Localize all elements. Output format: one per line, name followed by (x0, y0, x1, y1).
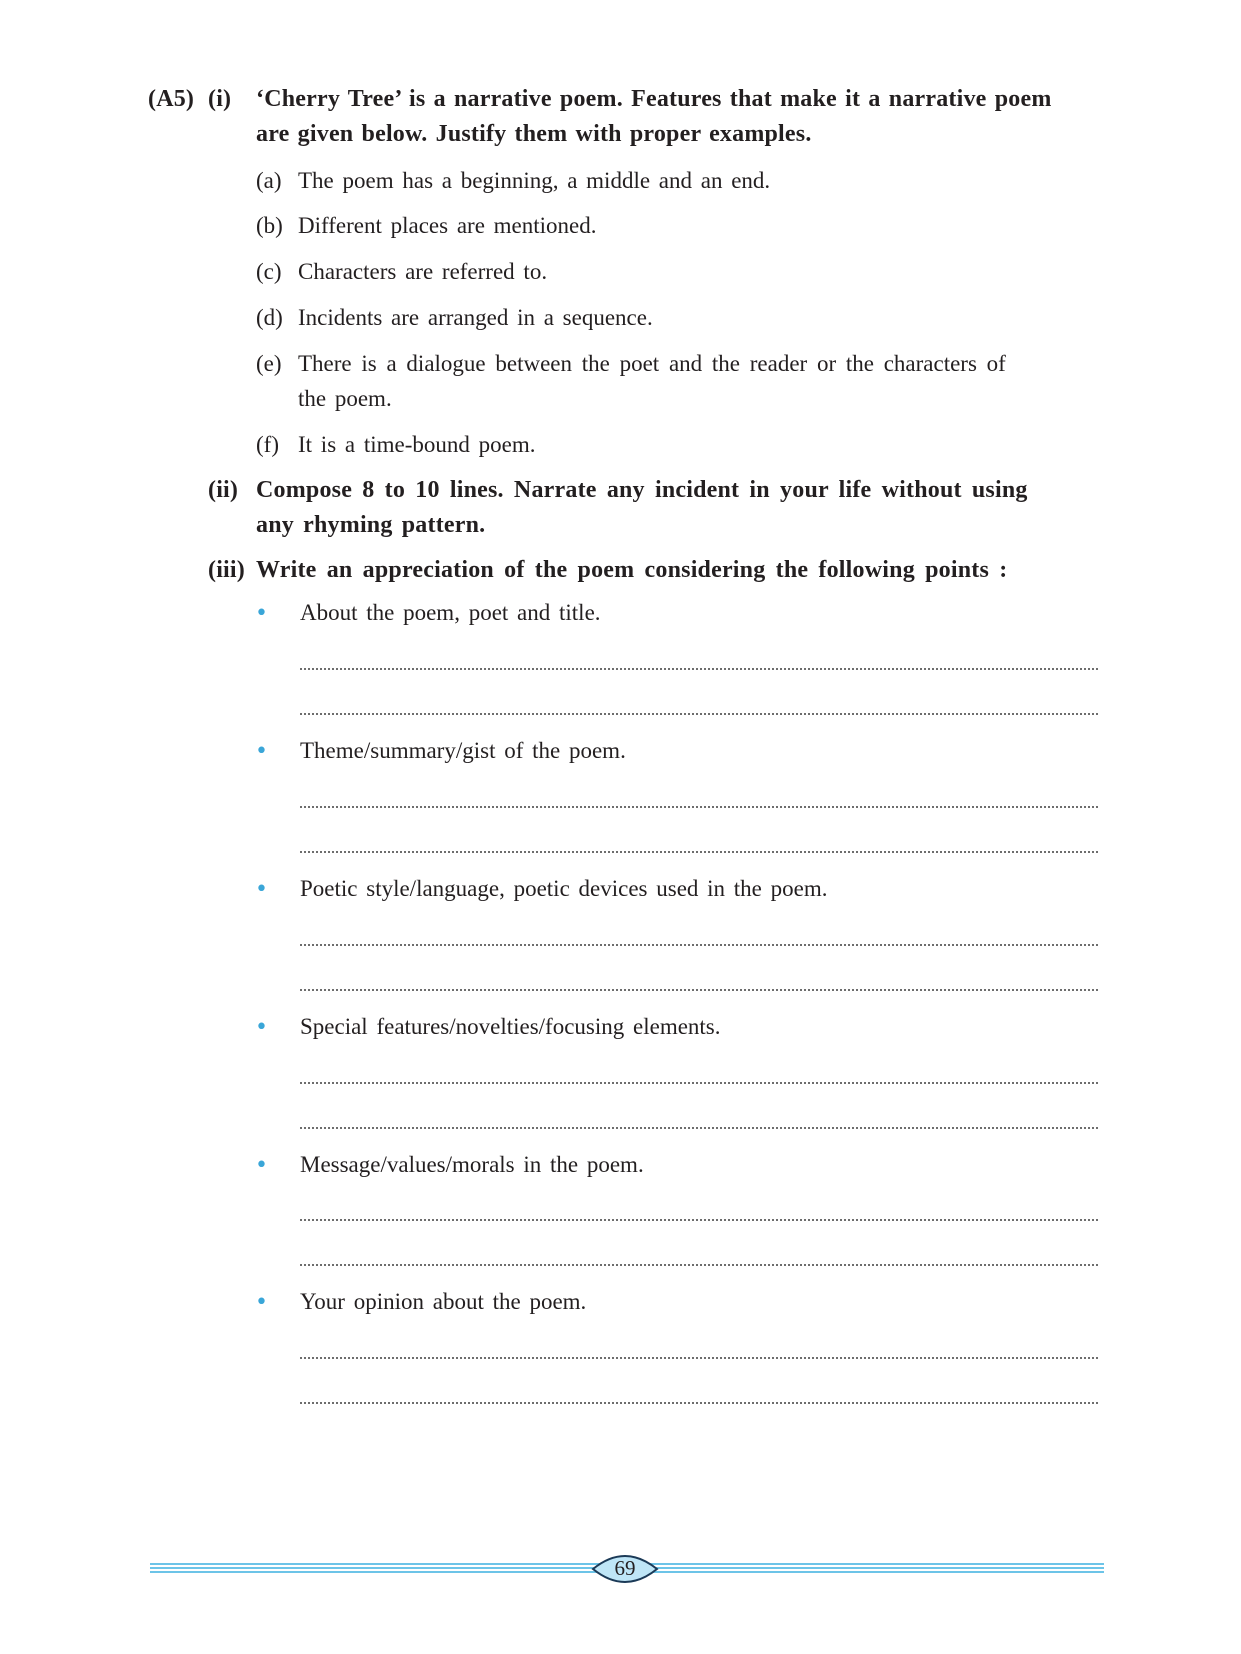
item-f-label: (f) (256, 432, 279, 457)
answer-line[interactable] (300, 1402, 1098, 1404)
bullet-icon: • (255, 1153, 268, 1178)
item-a-text: The poem has a beginning, a middle and an end. (298, 168, 771, 193)
item-e-text-line1: There is a dialogue between the poet and the reader or the characters of (298, 351, 1006, 376)
answer-line[interactable] (300, 1357, 1098, 1359)
question-number: (A5) (148, 86, 195, 112)
answer-line[interactable] (300, 668, 1098, 670)
bullet-icon: • (255, 877, 268, 902)
item-f-text: It is a time-bound poem. (298, 432, 536, 457)
item-a-label: (a) (256, 168, 282, 193)
part-iii-label: (iii) (208, 557, 245, 583)
bullet-icon: • (255, 1290, 268, 1315)
item-d-text: Incidents are arranged in a sequence. (298, 305, 653, 330)
point-special-features: Special features/novelties/focusing elements. (300, 1014, 721, 1039)
item-d-label: (d) (256, 305, 283, 330)
point-about-poem: About the poem, poet and title. (300, 600, 601, 625)
part-iii-question: Write an appreciation of the poem considering the following points : (256, 557, 1008, 583)
item-e-text-line2: the poem. (298, 386, 392, 411)
answer-line[interactable] (300, 1219, 1098, 1221)
item-c-text: Characters are referred to. (298, 259, 548, 284)
item-b-text: Different places are mentioned. (298, 213, 597, 238)
part-ii-question-line1: Compose 8 to 10 lines. Narrate any incident in your life without using (256, 477, 1028, 503)
answer-line[interactable] (300, 851, 1098, 853)
answer-line[interactable] (300, 1082, 1098, 1084)
bullet-icon: • (255, 739, 268, 764)
part-ii-label: (ii) (208, 477, 239, 503)
answer-line[interactable] (300, 944, 1098, 946)
answer-line[interactable] (300, 1264, 1098, 1266)
answer-line[interactable] (300, 713, 1098, 715)
point-poetic-style: Poetic style/language, poetic devices used in the poem. (300, 876, 828, 901)
point-theme: Theme/summary/gist of the poem. (300, 738, 626, 763)
part-ii-question-line2: any rhyming pattern. (256, 512, 486, 538)
item-c-label: (c) (256, 259, 282, 284)
part-i-question-line2: are given below. Justify them with proper examples. (256, 121, 812, 147)
item-b-label: (b) (256, 213, 283, 238)
point-opinion: Your opinion about the poem. (300, 1289, 587, 1314)
item-e-label: (e) (256, 351, 282, 376)
answer-line[interactable] (300, 806, 1098, 808)
page-number: 69 (614, 1556, 636, 1580)
bullet-icon: • (255, 601, 268, 626)
answer-line[interactable] (300, 1127, 1098, 1129)
part-i-label: (i) (208, 86, 232, 112)
part-i-question-line1: ‘Cherry Tree’ is a narrative poem. Features that make it a narrative poem (256, 86, 1052, 112)
bullet-icon: • (255, 1015, 268, 1040)
point-message: Message/values/morals in the poem. (300, 1152, 644, 1177)
answer-line[interactable] (300, 989, 1098, 991)
